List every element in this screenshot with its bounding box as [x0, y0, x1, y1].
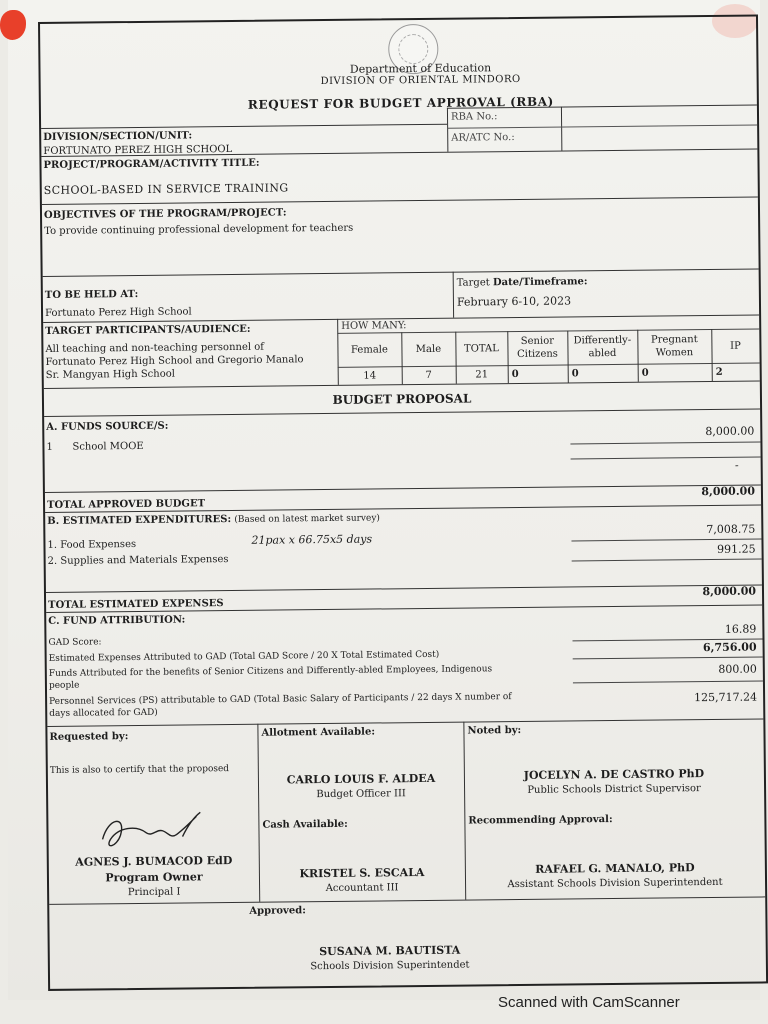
food-expenses-calc: 21pax x 66.75x5 days: [251, 532, 373, 547]
val-female: 14: [363, 370, 377, 382]
asds-role: Assistant Schools Division Superintendent: [507, 876, 723, 891]
val-total: 21: [475, 369, 489, 381]
division-unit-label: DIVISION/SECTION/UNIT:: [43, 130, 193, 143]
col-total: TOTAL: [463, 343, 499, 355]
recommending-approval-label: Recommending Approval:: [468, 814, 613, 827]
col-ip: IP: [730, 340, 741, 352]
division-name: DIVISION OF ORIENTAL MINDORO: [320, 73, 521, 88]
val-senior: 0: [511, 368, 519, 381]
target-date-label: Target Date/Timeframe:: [456, 276, 588, 289]
requester-name: AGNES J. BUMACOD EdD: [75, 854, 233, 869]
requester-position: Principal I: [127, 886, 181, 899]
form-title: REQUEST FOR BUDGET APPROVAL (RBA): [247, 94, 554, 112]
val-ip: 2: [715, 366, 723, 378]
fund-amount: 8,000.00: [705, 424, 755, 439]
noted-by-label: Noted by:: [467, 724, 522, 737]
total-estimated-value: 8,000.00: [702, 584, 757, 599]
venue-label: TO BE HELD AT:: [44, 288, 139, 301]
division-unit-value: FORTUNATO PEREZ HIGH SCHOOL: [43, 143, 233, 157]
val-male: 7: [425, 369, 432, 381]
food-expenses-label: 1. Food Expenses: [47, 539, 137, 551]
fund-dash: -: [734, 458, 739, 472]
participants-line-3: Sr. Mangyan High School: [45, 368, 175, 381]
psds-role: Public Schools District Supervisor: [527, 783, 701, 796]
approved-label: Approved:: [249, 905, 306, 917]
rba-form: [38, 14, 768, 990]
department-name: Department of Education: [349, 61, 492, 76]
participants-label: TARGET PARTICIPANTS/AUDIENCE:: [45, 323, 251, 337]
cash-available-label: Cash Available:: [262, 818, 348, 831]
venue-value: Fortunato Perez High School: [44, 306, 192, 319]
fund-name: School MOOE: [72, 440, 144, 453]
budget-officer-name: CARLO LOUIS F. ALDEA: [286, 771, 436, 787]
rba-no-label: RBA No.:: [450, 111, 498, 123]
col-male: Male: [415, 343, 442, 356]
budget-proposal-heading: BUDGET PROPOSAL: [332, 391, 472, 407]
objectives-label: OBJECTIVES OF THE PROGRAM/PROJECT:: [43, 207, 287, 221]
fund-attribution-label: C. FUND ATTRIBUTION:: [48, 614, 186, 627]
ps-gad-value: 125,717.24: [694, 690, 758, 705]
col-pregnant-women: Pregnant Women: [650, 334, 698, 359]
ar-atc-no-label: AR/ATC No.:: [451, 132, 515, 144]
est-gad-label: Estimated Expenses Attributed to GAD (Total GAD Score / 20 X Total Estimated Cost): [48, 649, 440, 664]
total-approved-label: TOTAL APPROVED BUDGET: [47, 498, 206, 511]
col-female: Female: [350, 344, 388, 356]
objectives-value: To provide continuing professional development for teachers: [44, 222, 354, 237]
supplies-expenses-value: 991.25: [716, 542, 756, 556]
gad-score-value: 16.89: [724, 622, 757, 636]
participants-line-2: Fortunato Perez High School and Gregorio Manalo: [45, 354, 304, 368]
col-differently-abled: Differently- abled: [573, 334, 632, 360]
val-differently-abled: 0: [571, 368, 579, 380]
project-title-label: PROJECT/PROGRAM/ACTIVITY TITLE:: [43, 157, 260, 171]
est-gad-value: 6,756.00: [702, 640, 757, 655]
asds-name: RAFAEL G. MANALO, PhD: [535, 861, 695, 876]
funds-sc-label: Funds Attributed for the benefits of Senior Citizens and Differently-abled Employees, Indigenous people: [48, 664, 493, 691]
fund-number: 1: [46, 441, 53, 453]
col-senior-citizens: Senior Citizens: [517, 335, 558, 361]
supplies-expenses-label: 2. Supplies and Materials Expenses: [47, 554, 229, 567]
participants-line-1: All teaching and non-teaching personnel of: [45, 341, 265, 355]
sds-name: SUSANA M. BAUTISTA: [319, 943, 461, 959]
total-estimated-label: TOTAL ESTIMATED EXPENSES: [48, 598, 224, 611]
requested-by-label: Requested by:: [49, 731, 129, 743]
allotment-label: Allotment Available:: [261, 726, 376, 739]
camscanner-watermark: Scanned with CamScanner: [498, 994, 680, 1011]
val-pregnant: 0: [641, 367, 649, 379]
requester-role: Program Owner: [105, 870, 203, 885]
gad-score-label: GAD Score:: [48, 637, 102, 648]
food-expenses-value: 7,008.75: [706, 522, 756, 537]
total-approved-value: 8,000.00: [701, 484, 756, 499]
sds-role: Schools Division Superintendet: [310, 959, 470, 973]
funds-source-label: A. FUNDS SOURCE/S:: [46, 420, 169, 433]
budget-officer-role: Budget Officer III: [316, 788, 406, 801]
ps-gad-label: Personnel Services (PS) attributable to GAD (Total Basic Salary of Participants / 22 days X number of days allocated for GAD): [49, 692, 512, 719]
certify-text: This is also to certify that the proposed: [49, 764, 230, 776]
signature-icon: [96, 808, 206, 855]
how-many-label: HOW MANY:: [341, 320, 407, 332]
funds-sc-value: 800.00: [718, 662, 757, 676]
estimated-expenditures-label: B. ESTIMATED EXPENDITURES: (Based on latest market survey): [47, 513, 380, 527]
psds-name: JOCELYN A. DE CASTRO PhD: [523, 767, 705, 782]
accountant-role: Accountant III: [325, 882, 399, 895]
accountant-name: KRISTEL S. ESCALA: [299, 866, 425, 881]
project-title-value: SCHOOL-BASED IN SERVICE TRAINING: [43, 181, 289, 197]
target-date-value: February 6-10, 2023: [456, 294, 572, 309]
